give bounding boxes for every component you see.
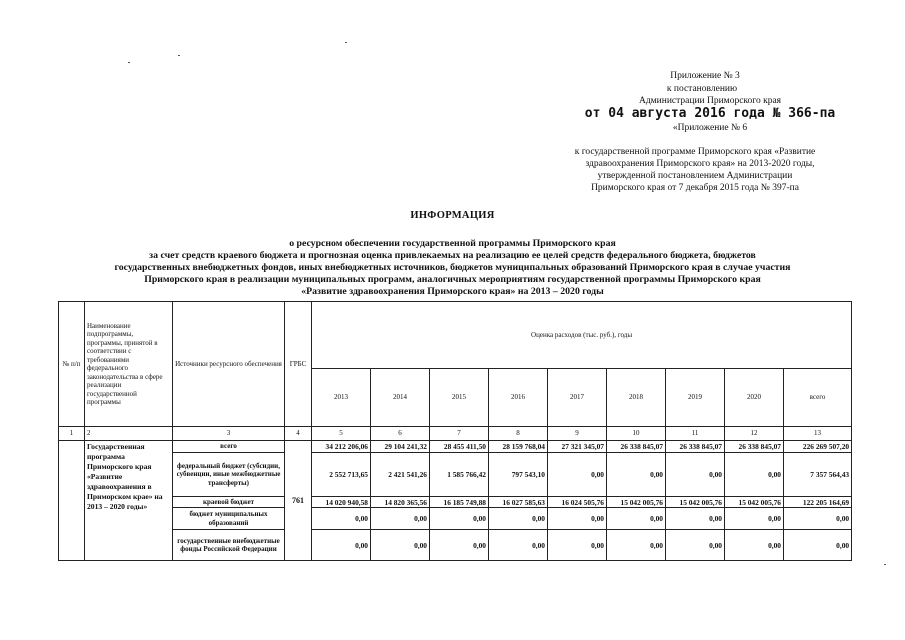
value-cell: 26 338 845,07 — [725, 441, 784, 453]
value-cell: 26 338 845,07 — [607, 441, 666, 453]
value-cell: 0,00 — [548, 508, 607, 530]
column-index: 2 — [85, 427, 173, 441]
scan-speck — [128, 62, 130, 63]
value-cell: 15 042 005,76 — [725, 497, 784, 508]
document-title: ИНФОРМАЦИЯ — [410, 210, 495, 221]
col-header-source: Источники ресурсного обеспечения — [173, 302, 285, 427]
source-cell: государственные внебюджетные фонды Российской Федерации — [173, 530, 285, 561]
row-number-cell — [59, 441, 85, 561]
column-index: 13 — [784, 427, 852, 441]
title-line-4: Приморского края в реализации муниципальных программ, аналогичных мероприятиям государственной программы Приморского края — [144, 274, 761, 285]
value-cell: 14 020 940,58 — [312, 497, 371, 508]
col-header-number: № п/п — [59, 302, 85, 427]
col-header-program-name: Наименование подпрограммы, программы, принятой в соответствии с требованиями федерального законодательства в сфере реализации государственной программы — [85, 302, 173, 427]
program-name-cell: Государственная программа Приморского края «Развитие здравоохранения в Приморском крае» на 2013 – 2020 годы» — [85, 441, 173, 561]
table-row — [59, 497, 852, 508]
table-row — [59, 508, 852, 530]
value-cell: 0,00 — [725, 453, 784, 497]
value-cell: 0,00 — [312, 508, 371, 530]
value-cell: 0,00 — [607, 508, 666, 530]
value-cell: 0,00 — [725, 530, 784, 561]
year-header: 2013 — [312, 369, 371, 427]
source-cell: всего — [173, 441, 285, 453]
table-row — [59, 441, 852, 453]
value-cell: 0,00 — [548, 530, 607, 561]
scan-speck — [884, 564, 886, 565]
column-index: 11 — [666, 427, 725, 441]
value-cell: 797 543,10 — [489, 453, 548, 497]
scan-speck — [178, 55, 180, 56]
source-cell: краевой бюджет — [173, 497, 285, 508]
value-cell: 0,00 — [371, 530, 430, 561]
value-cell: 16 024 505,76 — [548, 497, 607, 508]
value-cell: 16 185 749,88 — [430, 497, 489, 508]
value-cell: 16 027 585,63 — [489, 497, 548, 508]
table-header-row — [59, 302, 852, 369]
year-header: 2018 — [607, 369, 666, 427]
value-cell: 0,00 — [312, 530, 371, 561]
title-line-5: «Развитие здравоохранения Приморского края» на 2013 – 2020 годы — [301, 286, 604, 297]
value-cell: 0,00 — [666, 508, 725, 530]
value-cell-total: 226 269 507,20 — [784, 441, 852, 453]
value-cell: 15 042 005,76 — [607, 497, 666, 508]
program-ref-line1: к государственной программе Приморского края «Развитие — [574, 147, 816, 157]
year-header: 2020 — [725, 369, 784, 427]
column-index: 10 — [607, 427, 666, 441]
value-cell: 29 104 241,32 — [371, 441, 430, 453]
scan-speck — [345, 42, 347, 43]
column-index: 5 — [312, 427, 371, 441]
program-ref-line3: утвержденной постановлением Администрации — [597, 171, 793, 181]
grbs-cell: 761 — [285, 441, 312, 561]
program-ref-line2: здравоохранения Приморского края» на 2013-2020 годы, — [585, 159, 815, 169]
value-cell: 0,00 — [489, 530, 548, 561]
value-cell: 0,00 — [489, 508, 548, 530]
column-index: 12 — [725, 427, 784, 441]
program-ref-line4: Приморского края от 7 декабря 2015 года № 397-па — [591, 183, 799, 193]
title-line-2: за счет средств краевого бюджета и прогнозная оценка привлекаемых на реализацию ее целей средств федерального бюджета, бюджетов — [149, 250, 756, 261]
column-index: 8 — [489, 427, 548, 441]
table-row — [59, 453, 852, 497]
value-cell: 26 338 845,07 — [666, 441, 725, 453]
column-index: 6 — [371, 427, 430, 441]
value-cell: 1 585 766,42 — [430, 453, 489, 497]
column-index: 4 — [285, 427, 312, 441]
value-cell: 2 421 541,26 — [371, 453, 430, 497]
year-header: 2014 — [371, 369, 430, 427]
resource-table — [58, 301, 852, 561]
year-header: 2019 — [666, 369, 725, 427]
title-line-3: государственных внебюджетных фондов, иных внебюджетных источников, бюджетов муниципальных образований Приморского края в случае участия — [114, 262, 791, 273]
value-cell: 34 212 206,06 — [312, 441, 371, 453]
value-cell: 2 552 713,65 — [312, 453, 371, 497]
value-cell-total: 122 205 164,69 — [784, 497, 852, 508]
column-index-row — [59, 427, 852, 441]
value-cell: 0,00 — [666, 530, 725, 561]
value-cell: 28 455 411,50 — [430, 441, 489, 453]
resolution-date-stamp: от 04 августа 2016 года № 366-па — [584, 106, 836, 121]
appendix-number: Приложение № 3 — [670, 71, 740, 81]
value-cell: 0,00 — [725, 508, 784, 530]
appendix-authority: Администрации Приморского края — [638, 96, 782, 106]
column-index: 9 — [548, 427, 607, 441]
value-cell: 0,00 — [430, 508, 489, 530]
value-cell-total: 7 357 564,43 — [784, 453, 852, 497]
value-cell: 0,00 — [548, 453, 607, 497]
source-cell: бюджет муниципальных образований — [173, 508, 285, 530]
year-header: 2017 — [548, 369, 607, 427]
title-line-1: о ресурсном обеспечении государственной программы Приморского края — [289, 238, 616, 249]
value-cell-total: 0,00 — [784, 508, 852, 530]
source-cell: федеральный бюджет (субсидии, субвенции, иные межбюджетные трансферты) — [173, 453, 285, 497]
value-cell: 0,00 — [607, 530, 666, 561]
column-index: 7 — [430, 427, 489, 441]
column-index: 1 — [59, 427, 85, 441]
value-cell: 0,00 — [430, 530, 489, 561]
value-cell: 0,00 — [371, 508, 430, 530]
value-cell: 28 159 768,04 — [489, 441, 548, 453]
year-header: 2016 — [489, 369, 548, 427]
table-row — [59, 530, 852, 561]
value-cell: 0,00 — [666, 453, 725, 497]
column-index: 3 — [173, 427, 285, 441]
value-cell: 15 042 005,76 — [666, 497, 725, 508]
col-header-estimate: Оценка расходов (тыс. руб.), годы — [312, 302, 852, 369]
appendix-to-resolution: к постановлению — [666, 84, 738, 94]
col-header-grbs: ГРБС — [285, 302, 312, 427]
value-cell: 27 321 345,07 — [548, 441, 607, 453]
year-header: 2015 — [430, 369, 489, 427]
year-header-total: всего — [784, 369, 852, 427]
value-cell-total: 0,00 — [784, 530, 852, 561]
value-cell: 0,00 — [607, 453, 666, 497]
appendix-inner-number: «Приложение № 6 — [672, 123, 748, 133]
value-cell: 14 820 365,56 — [371, 497, 430, 508]
